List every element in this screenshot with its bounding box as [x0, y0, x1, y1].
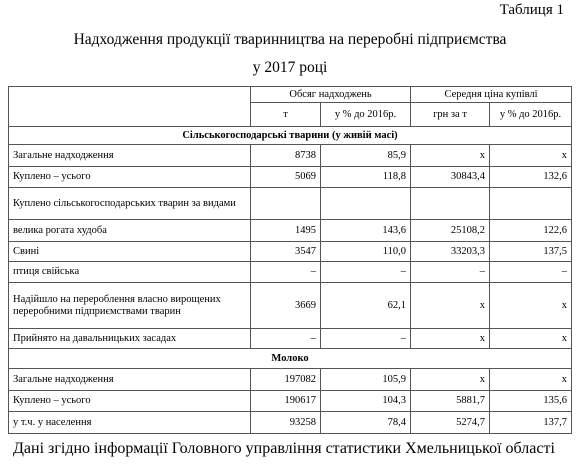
cell-tonnes: – [251, 329, 321, 349]
table-row [9, 167, 572, 188]
cell-price-percent: 137,5 [490, 242, 572, 262]
header-volume-percent: у % до 2016р. [321, 103, 411, 127]
cell-volume-percent: 78,4 [321, 412, 411, 434]
table-row [9, 412, 572, 434]
cell-price: 5881,7 [411, 391, 490, 412]
cell-price-percent: 122,6 [490, 220, 572, 242]
cell-tonnes: – [251, 262, 321, 283]
cell-volume-percent [321, 188, 411, 220]
cell-tonnes: 93258 [251, 412, 321, 434]
cell-price: – [411, 262, 490, 283]
table-number: Таблиця 1 [499, 2, 564, 18]
cell-price: 30843,4 [411, 167, 490, 188]
source-note: Дані згідно інформації Головного управління статистики Хмельницької області [13, 440, 555, 457]
cell-volume-percent: 62,1 [321, 283, 411, 329]
cell-price-percent: х [490, 369, 572, 391]
table-row [9, 242, 572, 262]
row-label: Загальне надходження [9, 145, 251, 167]
cell-price: 25108,2 [411, 220, 490, 242]
cell-price: 5274,7 [411, 412, 490, 434]
cell-price: х [411, 369, 490, 391]
table-row [9, 145, 572, 167]
table-row [9, 220, 572, 242]
cell-price: х [411, 329, 490, 349]
header-row-groups [9, 87, 572, 103]
header-tonnes: т [251, 103, 321, 127]
table-row [9, 329, 572, 349]
livestock-processing-table [8, 86, 572, 434]
table-title: Надходження продукції тваринництва на переробні підприємства [73, 31, 507, 48]
row-label: птиця свійська [9, 262, 251, 283]
cell-volume-percent: 118,8 [321, 167, 411, 188]
cell-price-percent: 132,6 [490, 167, 572, 188]
cell-price [411, 188, 490, 220]
table-row [9, 283, 572, 329]
row-label: Куплено – усього [9, 167, 251, 188]
row-label: Свині [9, 242, 251, 262]
cell-price-percent: х [490, 145, 572, 167]
table-row [9, 391, 572, 412]
header-avg-price: Середня ціна купівлі [411, 87, 572, 103]
table-row [9, 262, 572, 283]
cell-tonnes: 3547 [251, 242, 321, 262]
cell-volume-percent: 85,9 [321, 145, 411, 167]
section-row-livestock [9, 127, 572, 145]
row-label: Надійшло на перероблення власно вирощених переробними підприємствами тварин [9, 283, 251, 329]
cell-price-percent: 137,7 [490, 412, 572, 434]
table-row [9, 188, 572, 220]
section-row-milk [9, 349, 572, 369]
cell-tonnes [251, 188, 321, 220]
cell-price-percent: х [490, 283, 572, 329]
row-label: Куплено сільськогосподарських тварин за видами [9, 188, 251, 220]
row-label: Загальне надходження [9, 369, 251, 391]
row-label: у т.ч. у населення [9, 412, 251, 434]
row-label: велика рогата худоба [9, 220, 251, 242]
table-row [9, 369, 572, 391]
section-title-milk: Молоко [9, 349, 572, 369]
row-label: Прийнято на давальницьких засадах [9, 329, 251, 349]
cell-tonnes: 1495 [251, 220, 321, 242]
cell-tonnes: 197082 [251, 369, 321, 391]
cell-tonnes: 190617 [251, 391, 321, 412]
cell-price-percent [490, 188, 572, 220]
cell-volume-percent: – [321, 329, 411, 349]
cell-volume-percent: 105,9 [321, 369, 411, 391]
cell-tonnes: 8738 [251, 145, 321, 167]
cell-tonnes: 5069 [251, 167, 321, 188]
header-uah-per-tonne: грн за т [411, 103, 490, 127]
cell-price-percent: – [490, 262, 572, 283]
cell-price-percent: х [490, 329, 572, 349]
table-subtitle-year: у 2017 році [252, 59, 328, 76]
cell-volume-percent: 143,6 [321, 220, 411, 242]
cell-price: х [411, 283, 490, 329]
header-blank-cell [9, 87, 251, 127]
row-label: Куплено – усього [9, 391, 251, 412]
header-price-percent: у % до 2016р. [490, 103, 572, 127]
section-title-livestock: Сільськогосподарські тварини (у живій масі) [9, 127, 572, 145]
cell-volume-percent: 110,0 [321, 242, 411, 262]
header-volume: Обсяг надходжень [251, 87, 411, 103]
cell-price: х [411, 145, 490, 167]
cell-volume-percent: – [321, 262, 411, 283]
cell-price: 33203,3 [411, 242, 490, 262]
cell-volume-percent: 104,3 [321, 391, 411, 412]
cell-tonnes: 3669 [251, 283, 321, 329]
cell-price-percent: 135,6 [490, 391, 572, 412]
